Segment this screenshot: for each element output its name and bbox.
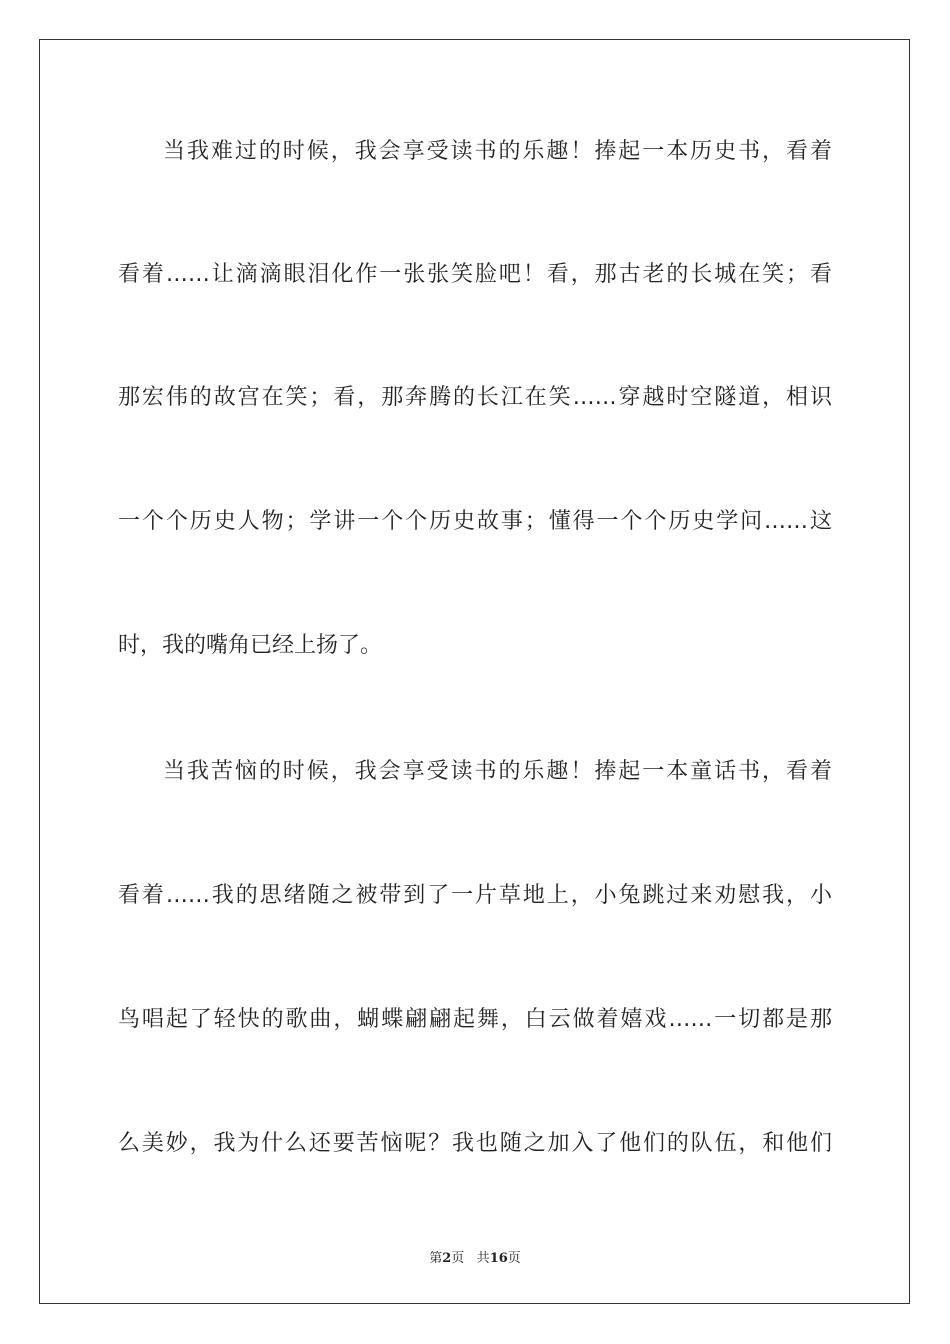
paragraph-1-line-3: 那宏伟的故宫在笑；看，那奔腾的长江在笑……穿越时空隧道，相识 (118, 385, 832, 410)
total-prefix: 共 (476, 1251, 490, 1266)
paragraph-1-line-5: 时，我的嘴角已经上扬了。 (118, 633, 383, 658)
paragraph-1-line-4: 一个个历史人物；学讲一个个历史故事；懂得一个个历史学问……这 (118, 509, 832, 534)
page-frame (39, 39, 910, 1304)
page-suffix: 页 (451, 1251, 465, 1266)
paragraph-2-line-4: 么美妙，我为什么还要苦恼呢？我也随之加入了他们的队伍，和他们 (118, 1131, 832, 1156)
paragraph-2-line-2: 看着……我的思绪随之被带到了一片草地上，小兔跳过来劝慰我，小 (118, 883, 832, 908)
paragraph-1-line-2: 看着……让滴滴眼泪化作一张张笑脸吧！看，那古老的长城在笑；看 (118, 262, 832, 287)
paragraph-2-line-3: 鸟唱起了轻快的歌曲，蝴蝶翩翩起舞，白云做着嬉戏……一切都是那 (118, 1007, 832, 1032)
total-pages: 16 (489, 1251, 508, 1266)
page-prefix: 第 (429, 1251, 443, 1266)
total-suffix: 页 (507, 1251, 521, 1266)
page-footer (0, 1247, 950, 1266)
paragraph-2-line-1: 当我苦恼的时候，我会享受读书的乐趣！捧起一本童话书，看着 (163, 759, 832, 784)
paragraph-1-line-1: 当我难过的时候，我会享受读书的乐趣！捧起一本历史书，看着 (163, 139, 832, 164)
page-number: 2 (442, 1251, 452, 1266)
